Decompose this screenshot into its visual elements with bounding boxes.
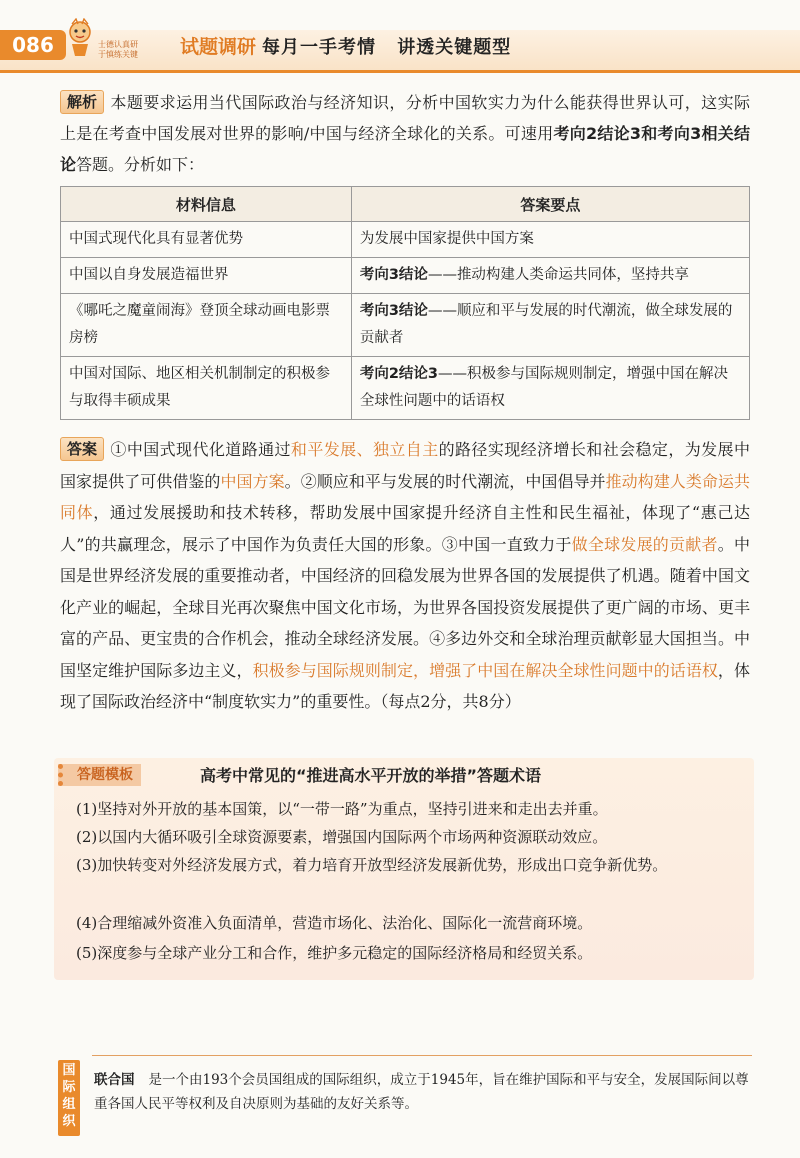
answer-text: ①中国式现代化道路通过 xyxy=(110,440,291,459)
template-item: (4)合理缩减外资准入负面清单，营造市场化、法治化、国际化一流营商环境。 xyxy=(76,914,593,932)
page-header xyxy=(0,0,800,72)
analysis-text: 答题。分析如下： xyxy=(76,155,205,174)
table-header: 材料信息 xyxy=(61,187,352,222)
template-item: (3)加快转变对外经济发展方式，着力培育开放型经济发展新优势，形成出口竞争新优势。 xyxy=(76,856,668,874)
conclusion-label: 考向3结论 xyxy=(359,303,428,319)
table-header: 答案要点 xyxy=(351,187,749,222)
point-text: ——积极参与国际规则制定，增强中国在解决全球性问题中的话语权 xyxy=(359,366,729,409)
footer-side-label: 国际组织 xyxy=(58,1060,80,1136)
header-divider xyxy=(0,70,800,73)
template-item: (2)以国内大循环吸引全球资源要素，增强国内国际两个市场两种资源联动效应。 xyxy=(76,828,608,846)
footer-divider xyxy=(92,1055,752,1056)
header-slogan xyxy=(98,40,166,60)
table-cell-info: 中国以自身发展造福世界 xyxy=(61,258,352,294)
template-title: 高考中常见的“推进高水平开放的举措”答题术语 xyxy=(200,766,542,785)
point-text: ——推动构建人类命运共同体，坚持共享 xyxy=(427,267,689,283)
answer-highlight: 和平发展、独立自主 xyxy=(290,440,439,459)
table-row xyxy=(61,222,750,258)
header-subtitle xyxy=(262,33,525,59)
table-cell-point xyxy=(351,294,749,357)
header-subtitle-part: 每月一手考情 xyxy=(262,37,376,58)
point-text: 为发展中国家提供中国方案 xyxy=(359,231,534,247)
analysis-paragraph xyxy=(60,87,750,180)
template-item: (1)坚持对外开放的基本国策，以“一带一路”为重点，坚持引进来和走出去并重。 xyxy=(76,800,608,818)
table-row xyxy=(61,294,750,357)
answer-text: ，体现了国际政治经济中“制度软实力”的重要性。（每点2分，共8分） xyxy=(60,660,750,711)
footer-term: 联合国 xyxy=(94,1072,135,1088)
answer-text: ，通过发展援助和技术转移，帮助发展中国家提升经济自主性和民生福祉，体现了“惠己达人”的共赢理念，展示了中国作为负责任大国的形象。③中国一直致力于 xyxy=(60,503,750,554)
footer-note xyxy=(94,1068,750,1116)
answer-paragraph xyxy=(60,434,750,718)
table-cell-point xyxy=(351,258,749,294)
template-item: (5)深度参与全球产业分工和合作，维护多元稳定的国际经济格局和经贸关系。 xyxy=(76,944,593,962)
analysis-text: 本题要求运用当代国际政治与经济知识，分析中国软实力为什么能获得世界认可，这实际上是在考查中国发展对世界的影响/中国与经济全球化的关系。可速用 xyxy=(60,93,750,143)
table-row xyxy=(61,258,750,294)
table-header-row xyxy=(61,187,750,222)
mascot-icon xyxy=(64,18,96,58)
page-number: 086 xyxy=(0,30,66,60)
table-cell-info: 中国式现代化具有显著优势 xyxy=(61,222,352,258)
table-row xyxy=(61,357,750,420)
table-cell-point xyxy=(351,357,749,420)
answer-text: 的路径实现经济增长和社会稳定，为发展中国家提供了可供借鉴的 xyxy=(60,440,750,491)
conclusion-label: 考向2结论3 xyxy=(359,366,439,382)
point-text: ——顺应和平与发展的时代潮流，做全球发展的贡献者 xyxy=(359,303,733,346)
header-title: 试题调研 xyxy=(180,36,257,58)
table-cell-info: 《哪吒之魔童闹海》登顶全球动画电影票房榜 xyxy=(61,294,352,357)
answer-highlight: 积极参与国际规则制定，增强了中国在解决全球性问题中的话语权 xyxy=(252,660,718,680)
slogan-line: 士德认真研 xyxy=(98,40,138,49)
header-subtitle-part: 讲透关键题型 xyxy=(397,37,512,58)
analysis-bold: 考向2结论3和考向3相关结论 xyxy=(60,124,750,174)
analysis-tag: 解析 xyxy=(60,90,104,114)
conclusion-label: 考向3结论 xyxy=(359,267,428,283)
analysis-table xyxy=(60,186,750,420)
answer-tag: 答案 xyxy=(60,437,104,461)
answer-highlight: 推动构建人类命运共同体 xyxy=(60,471,750,522)
answer-text: 。②顺应和平与发展的时代潮流，中国倡导并 xyxy=(284,471,606,491)
table-cell-point xyxy=(351,222,749,258)
answer-text: 。中国是世界经济发展的重要推动者，中国经济的回稳发展为世界各国的发展提供了机遇。随着中国文化产业的崛起，全球目光再次聚焦中国文化市场，为世界各国投资发展提供了更广阔的市场、更丰富的产品、更宝贵的合作机会，推动全球经济发展。④多边外交和全球治理贡献彰显大国担当。中国坚定维护国际多边主义， xyxy=(60,534,750,680)
table-cell-info: 中国对国际、地区相关机制制定的积极参与取得丰硕成果 xyxy=(61,357,352,420)
footer-definition: 是一个由193个会员国组成的国际组织，成立于1945年，旨在维护国际和平与安全，发展国际间以尊重各国人民平等权利及自决原则为基础的友好关系等。 xyxy=(94,1072,749,1112)
template-tag: 答题模板 xyxy=(58,764,141,786)
answer-highlight: 中国方案 xyxy=(220,471,285,491)
answer-highlight: 做全球发展的贡献者 xyxy=(571,534,718,554)
slogan-line: 于慎练关键 xyxy=(98,50,138,59)
